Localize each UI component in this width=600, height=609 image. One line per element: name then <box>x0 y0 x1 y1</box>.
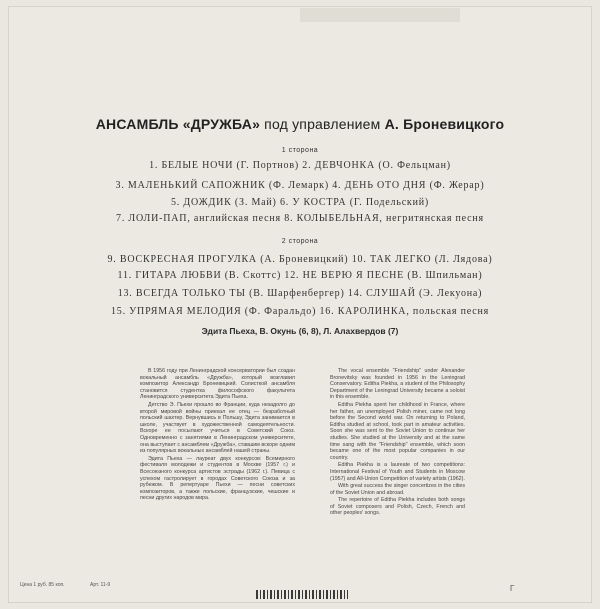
notes-en-paragraph: The repertoire of Editha Piekha includes both songs of Soviet composers and Polish, Czech, French and other peoples' songs. <box>330 497 465 517</box>
side2-track-line: 15. УПРЯМАЯ МЕЛОДИЯ (Ф. Фаральдо) 16. КАРОЛИНКА, польская песня <box>110 306 490 317</box>
direction-text: под управлением <box>264 116 381 132</box>
liner-notes-russian <box>140 368 295 503</box>
ensemble-name: АНСАМБЛЬ «ДРУЖБА» <box>95 116 261 132</box>
barcode-strip <box>256 590 348 599</box>
catalog-mark: Г <box>510 584 515 593</box>
notes-en-paragraph: Editha Piekha spent her childhood in France, where her father, an unemployed Polish miner, came not long before the Second world war. On returning to Poland, Editha studied at school, took part in amateur activities. Soon she was sent to the Soviet Union to continue her studies. She studied at the University and at the same time sang with the "Friendship" ensemble, which soon became one of the most popular companies in our country. <box>330 401 465 461</box>
side2-track-line: 11. ГИТАРА ЛЮБВИ (В. Скоттс) 12. НЕ ВЕРЮ Я ПЕСНЕ (В. Шпильман) <box>117 270 483 281</box>
sleeve-scuff <box>300 8 460 22</box>
price-text: Цена 1 руб. 85 коп. <box>20 582 65 588</box>
album-title <box>0 116 600 132</box>
notes-en-paragraph: Editha Piekha is a laureate of two competitions: International Festival of Youth and Students in Moscow (1957) and All-Union Competition of variety artists (1962). <box>330 462 465 482</box>
side1-label: 1 сторона <box>281 147 319 154</box>
side1-track-line: 7. ЛОЛИ-ПАП, английская песня 8. КОЛЫБЕЛЬНАЯ, негритянская песня <box>116 213 484 224</box>
side2-track-line: 9. ВОСКРЕСНАЯ ПРОГУЛКА (А. Броневицкий) 10. ТАК ЛЕГКО (Л. Лядова) <box>107 254 493 265</box>
side2-track-line: 13. ВСЕГДА ТОЛЬКО ТЫ (В. Шарфенбергер) 14. СЛУШАЙ (Э. Лекуона) <box>117 288 483 299</box>
notes-en-paragraph: The vocal ensemble "Friendship" under Alexander Bronevitsky was founded in 1956 in the Leningrad Conservatory. Editha Piekha, a student of the Philosophy Department of the Leningrad University became a soloist in this ensemble. <box>330 368 465 401</box>
article-number: Арт. 11-9 <box>90 582 111 588</box>
liner-notes-english <box>330 368 465 518</box>
record-sleeve-back <box>8 6 592 603</box>
performers-credit: Эдита Пьеха, В. Окунь (6, 8), Л. Алахвердов (7) <box>201 326 399 336</box>
side1-track-line: 3. МАЛЕНЬКИЙ САПОЖНИК (Ф. Лемарк) 4. ДЕНЬ ОТО ДНЯ (Ф. Жерар) <box>115 180 485 191</box>
notes-ru-paragraph: Эдита Пьеха — лауреат двух конкурсов: Всемирного фестиваля молодежи и студентов в Москве (1957 г.) и Всесоюзного конкурса артистов эстрады (1962 г.). Певица с успехом гастролирует в городах Советского Союза и за рубежом. В репертуаре Пьехи — песни советских композиторов, а также польские, французские, чешские и песни других народов мира. <box>140 455 295 502</box>
conductor-name: А. Броневицкого <box>384 116 505 132</box>
side2-label: 2 сторона <box>281 238 319 245</box>
notes-ru-paragraph: Детство Э. Пьехи прошло во Франции, куда незадолго до второй мировой войны приехал ее отец — безработный польский шахтер. Вернувшись в Польшу, Эдита занимается в школе, участвует в художественной самодеятельности. Вскоре ее посылают учиться в Советский Союз. Одновременно с занятиями в Ленинградском университете, она выступает с ансамблем «Дружба», ставшим вскоре одним из популярных вокальных ансамблей нашей страны. <box>140 401 295 455</box>
side1-track-line: 1. БЕЛЫЕ НОЧИ (Г. Портнов) 2. ДЕВЧОНКА (О. Фельцман) <box>149 160 451 171</box>
side1-track-line: 5. ДОЖДИК (З. Май) 6. У КОСТРА (Г. Подельский) <box>170 197 430 208</box>
notes-en-paragraph: With great success the singer concertizes in the cities of the Soviet Union and abroad. <box>330 483 465 496</box>
notes-ru-paragraph: В 1956 году при Ленинградской консерватории был создан вокальный ансамбль «Дружба», который возглавил композитор Александр Броневицкий. Солисткой ансамбля становится студентка философского факультета Ленинградского университета Эдита Пьеха. <box>140 368 295 401</box>
